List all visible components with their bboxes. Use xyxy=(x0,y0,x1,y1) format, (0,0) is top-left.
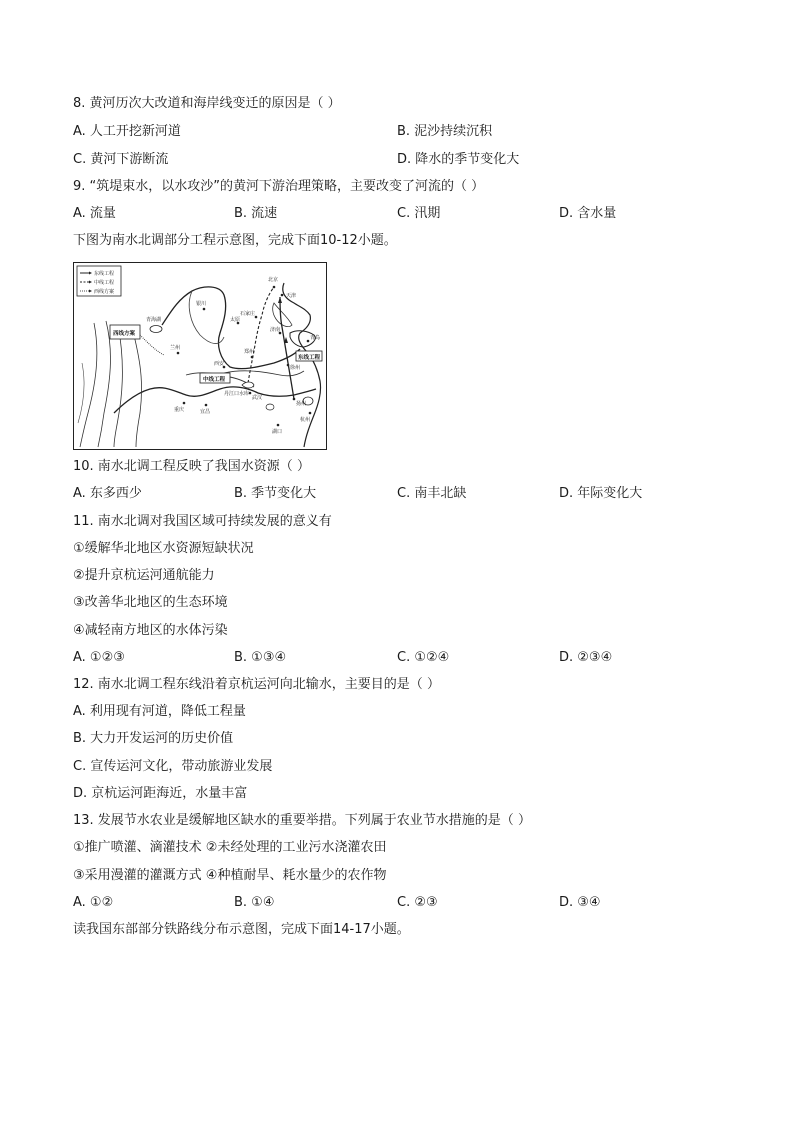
svg-text:兰州: 兰州 xyxy=(170,345,181,351)
map-legend xyxy=(77,266,121,296)
q8-option-d[interactable]: D. 降水的季节变化大 xyxy=(397,152,520,167)
q10-option-a[interactable]: A. 东多西少 xyxy=(73,486,142,501)
question-12-stem: 12. 南水北调工程东线沿着京杭运河向北输水，主要目的是（ ） xyxy=(73,677,440,692)
q8-option-a[interactable]: A. 人工开挖新河道 xyxy=(73,124,181,139)
q11-option-b[interactable]: B. ①③④ xyxy=(234,650,287,665)
question-10-stem: 10. 南水北调工程反映了我国水资源（ ） xyxy=(73,459,310,474)
q13-items-line-2: ③采用漫灌的灌溉方式 ④种植耐旱、耗水量少的农作物 xyxy=(73,868,387,883)
svg-text:宜昌: 宜昌 xyxy=(200,409,211,415)
intro-14-17: 读我国东部部分铁路线分布示意图，完成下面14-17小题。 xyxy=(73,922,410,937)
q8-option-c[interactable]: C. 黄河下游断流 xyxy=(73,152,169,167)
legend-west: 西线方案 xyxy=(94,289,115,295)
svg-text:石家庄: 石家庄 xyxy=(240,311,256,317)
svg-text:太原: 太原 xyxy=(230,317,241,323)
yangtze-river xyxy=(114,387,316,413)
q12-option-a[interactable]: A. 利用现有河道，降低工程量 xyxy=(73,704,246,719)
label-west-plan: 西线方案 xyxy=(113,331,136,337)
svg-text:青海湖: 青海湖 xyxy=(146,317,162,323)
svg-text:北京: 北京 xyxy=(268,277,279,283)
q11-option-a[interactable]: A. ①②③ xyxy=(73,650,125,665)
q10-option-d[interactable]: D. 年际变化大 xyxy=(559,486,643,501)
svg-text:郑州: 郑州 xyxy=(244,349,255,355)
middle-route-line xyxy=(248,287,274,383)
q10-option-c[interactable]: C. 南丰北缺 xyxy=(397,486,467,501)
legend-east: 东线工程 xyxy=(94,271,115,277)
svg-text:济南: 济南 xyxy=(270,327,281,333)
q12-option-d[interactable]: D. 京杭运河距海近，水量丰富 xyxy=(73,786,248,801)
intro-10-12: 下图为南水北调部分工程示意图，完成下面10-12小题。 xyxy=(73,233,397,248)
q13-option-d[interactable]: D. ③④ xyxy=(559,895,601,910)
svg-text:杭州: 杭州 xyxy=(300,417,311,423)
svg-text:银川: 银川 xyxy=(196,301,207,307)
question-8-stem: 8. 黄河历次大改道和海岸线变迁的原因是（ ） xyxy=(73,96,341,111)
q11-option-c[interactable]: C. ①②④ xyxy=(397,650,450,665)
q11-option-d[interactable]: D. ②③④ xyxy=(559,650,613,665)
question-9-stem: 9. “筑堤束水，以水攻沙”的黄河下游治理策略，主要改变了河流的（ ） xyxy=(73,179,485,194)
q11-item-2: ②提升京杭运河通航能力 xyxy=(73,568,215,583)
label-middle-project: 中线工程 xyxy=(203,377,226,383)
q13-option-b[interactable]: B. ①④ xyxy=(234,895,275,910)
svg-text:扬州: 扬州 xyxy=(296,401,307,407)
svg-text:湖口: 湖口 xyxy=(272,429,283,435)
label-east-project: 东线工程 xyxy=(298,355,321,361)
question-11-stem: 11. 南水北调对我国区域可持续发展的意义有 xyxy=(73,514,332,529)
q9-option-a[interactable]: A. 流量 xyxy=(73,206,116,221)
qinghai-lake xyxy=(150,326,162,333)
q12-option-b[interactable]: B. 大力开发运河的历史价值 xyxy=(73,731,234,746)
svg-text:天津: 天津 xyxy=(286,293,297,299)
svg-text:西安: 西安 xyxy=(214,361,225,367)
svg-text:徐州: 徐州 xyxy=(290,365,301,371)
svg-text:丹江口水库: 丹江口水库 xyxy=(224,391,250,397)
question-13-stem: 13. 发展节水农业是缓解地区缺水的重要举措。下列属于农业节水措施的是（ ） xyxy=(73,813,531,828)
q11-item-3: ③改善华北地区的生态环境 xyxy=(73,595,228,610)
q9-option-c[interactable]: C. 汛期 xyxy=(397,206,441,221)
q13-items-line-1: ①推广喷灌、滴灌技术 ②未经处理的工业污水浇灌农田 xyxy=(73,840,387,855)
q11-item-1: ①缓解华北地区水资源短缺状况 xyxy=(73,541,254,556)
q9-option-d[interactable]: D. 含水量 xyxy=(559,206,617,221)
q8-option-b[interactable]: B. 泥沙持续沉积 xyxy=(397,124,493,139)
q11-item-4: ④减轻南方地区的水体污染 xyxy=(73,623,228,638)
q9-option-b[interactable]: B. 流速 xyxy=(234,206,278,221)
legend-middle: 中线工程 xyxy=(94,280,115,286)
svg-text:重庆: 重庆 xyxy=(174,407,185,413)
south-north-water-map xyxy=(73,262,327,450)
q13-option-a[interactable]: A. ①② xyxy=(73,895,114,910)
q10-option-b[interactable]: B. 季节变化大 xyxy=(234,486,317,501)
svg-text:青岛: 青岛 xyxy=(310,335,321,341)
svg-text:武汉: 武汉 xyxy=(252,395,263,401)
q13-option-c[interactable]: C. ②③ xyxy=(397,895,438,910)
q12-option-c[interactable]: C. 宣传运河文化，带动旅游业发展 xyxy=(73,759,273,774)
